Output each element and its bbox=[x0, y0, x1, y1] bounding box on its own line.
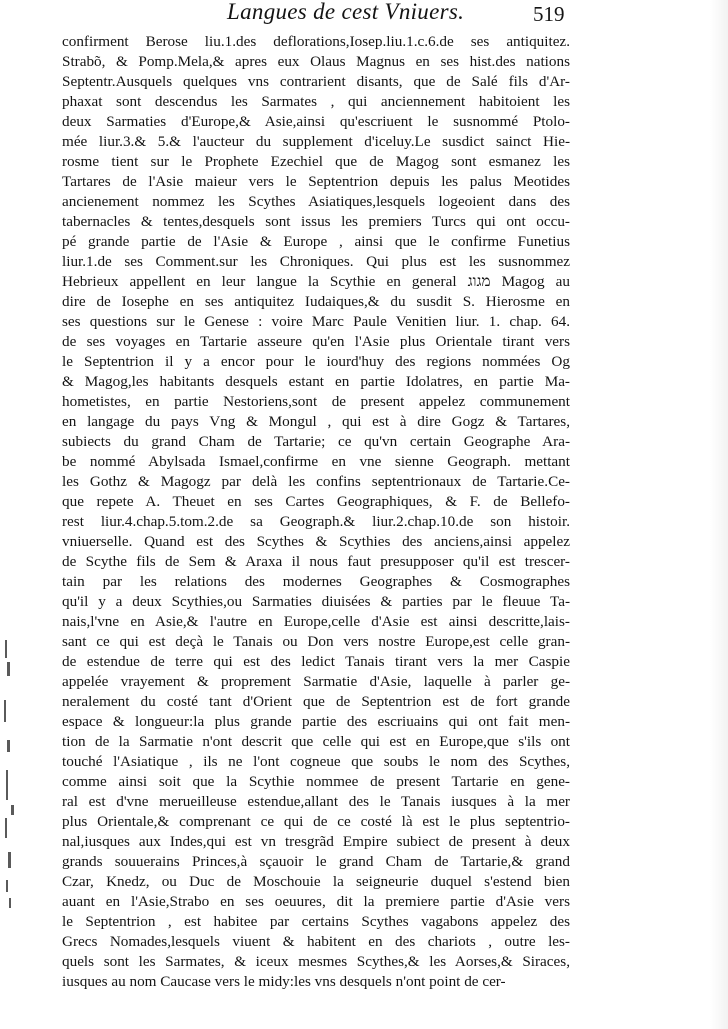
text-line: Czar, Knedz, ou Duc de Moschouie la seigneurie duquel s'estend bien bbox=[62, 873, 570, 890]
text-line: Hebrieux appellent en leur langue la Scythie en general מגוג Magog au bbox=[62, 273, 570, 290]
text-line: que repete A. Theuet en ses Cartes Geographiques, & F. de Bellefo- bbox=[62, 493, 570, 510]
text-line: pé grande partie de l'Asie & Europe , ainsi que le confirme Funetius bbox=[62, 233, 570, 250]
text-line: Septentr.Ausquels quelques vns contrarient disants, que de Salé fils d'Ar- bbox=[62, 73, 570, 90]
text-line: Tartares de l'Asie maieur vers le Septentrion depuis les palus Meotides bbox=[62, 173, 570, 190]
text-line: ral est d'vne merueilleuse estendue,allant des le Tanais iusques à la mer bbox=[62, 793, 570, 810]
text-line: liur.1.de ses Comment.sur les Chroniques. Qui plus est les susnommez bbox=[62, 253, 570, 270]
text-line: en langage du pays Vng & Mongul , qui est à dire Gogz & Tartares, bbox=[62, 413, 570, 430]
text-line: rosme tient sur le Prophete Ezechiel que de Magog sont esmanez les bbox=[62, 153, 570, 170]
running-head: Langues de cest Vniuers. bbox=[227, 0, 465, 24]
text-line: tain par les relations des modernes Geographes & Cosmographes bbox=[62, 573, 570, 590]
text-line: les Gothz & Magogz par delà les confins septentrionaux de Tartarie.Ce- bbox=[62, 473, 570, 490]
text-line: le Septentrion , est habitee par certains Scythes vagabons appelez des bbox=[62, 913, 570, 930]
text-line: dire de Iosephe en ses antiquitez Iudaiques,& du susdit S. Hierosme en bbox=[62, 293, 570, 310]
text-line: plus Orientale,& comprenant ce qui de ce costé là est le plus septentrio- bbox=[62, 813, 570, 830]
text-line: tion de la Sarmatie n'ont descrit que celle qui est en Europe,que s'ils ont bbox=[62, 733, 570, 750]
text-line: qu'il y a deux Scythies,ou Sarmaties diuisées & parties par le fleuue Ta- bbox=[62, 593, 570, 610]
text-line: sant ce qui est deçà le Tanais ou Don vers nostre Europe,est celle gran- bbox=[62, 633, 570, 650]
text-line: appelée vrayement & proprement Sarmatie d'Asie, laquelle à parler ge- bbox=[62, 673, 570, 690]
text-line: ancienement nommez les Scythes Asiatiques,lesquels logeoient dans des bbox=[62, 193, 570, 210]
text-line: hometistes, en partie Nestoriens,sont de present appelez communement bbox=[62, 393, 570, 410]
text-line: deux Sarmaties d'Europe,& Asie,ainsi qu'escriuent le susnommé Ptolo- bbox=[62, 113, 570, 130]
text-line: ses questions sur le Genese : voire Marc Paule Venitien liur. 1. chap. 64. bbox=[62, 313, 570, 330]
text-line: iusques au nom Caucase vers le midy:les vns desquels n'ont point de cer- bbox=[62, 973, 506, 990]
text-line: touché l'Asiatique , ils ne l'ont cogneue que soubs le nom des Scythes, bbox=[62, 753, 570, 770]
text-line: & Magog,les habitants desquels estant en partie Idolatres, en partie Ma- bbox=[62, 373, 570, 390]
text-line: comme ainsi soit que la Scythie nommee de present Tartarie en gene- bbox=[62, 773, 570, 790]
text-line: le Septentrion il y a encor pour le iourd'huy des regions nommées Og bbox=[62, 353, 570, 370]
text-line: de ses voyages en Tartarie asseure qu'en l'Asie plus Orientale tirant vers bbox=[62, 333, 570, 350]
text-line: grands souuerains Princes,à sçauoir le grand Cham de Tartarie,& grand bbox=[62, 853, 570, 870]
text-line: vniuerselle. Quand est des Scythes & Scythies des anciens,ainsi appelez bbox=[62, 533, 570, 550]
text-line: rest liur.4.chap.5.tom.2.de sa Geograph.& liur.2.chap.10.de son histoir. bbox=[62, 513, 570, 530]
text-line: tabernacles & tentes,desquels sont issus les premiers Turcs qui ont occu- bbox=[62, 213, 570, 230]
text-line: auant en l'Asie,Strabo en ses oeuures, dit la premiere partie d'Asie vers bbox=[62, 893, 570, 910]
text-line: nal,iusques aux Indes,qui est vn tresgrãd Empire subiect de present à deux bbox=[62, 833, 570, 850]
text-line: phaxat sont descendus les Sarmates , qui anciennement habitoient les bbox=[62, 93, 570, 110]
page-edge bbox=[710, 0, 728, 1029]
text-line: nais,l'vne en Asie,& l'autre en Europe,celle d'Asie est ainsi descritte,lais- bbox=[62, 613, 570, 630]
text-line: quels sont les Sarmates, & iceux mesmes Scythes,& les Aorses,& Siraces, bbox=[62, 953, 570, 970]
text-line: Grecs Nomades,lesquels viuent & habitent en des chariots , outre les- bbox=[62, 933, 570, 950]
text-line: espace & longueur:la plus grande partie des escriuains qui ont fait men- bbox=[62, 713, 570, 730]
text-line: be nommé Abylsada Ismael,confirme en vne sienne Geograph. mettant bbox=[62, 453, 570, 470]
page-number: 519 bbox=[533, 2, 565, 26]
text-line: mée liur.3.& 5.& l'aucteur du supplement d'iceluy.Le susdict sainct Hie- bbox=[62, 133, 570, 150]
text-line: de estendue de terre qui est des ledict Tanais tirant vers la mer Caspie bbox=[62, 653, 570, 670]
text-line: de Scythe fils de Sem & Araxa il nous faut presupposer qu'il est trescer- bbox=[62, 553, 570, 570]
text-line: subiects du grand Cham de Tartarie; ce qu'vn certain Geographe Ara- bbox=[62, 433, 570, 450]
text-line: Strabõ, & Pomp.Mela,& apres eux Olaus Magnus en ses hist.des nations bbox=[62, 53, 570, 70]
text-line: neralement du costé tant d'Orient que de Septentrion est de fort grande bbox=[62, 693, 570, 710]
text-line: confirment Berose liu.1.des deflorations,Iosep.liu.1.c.6.de ses antiquitez. bbox=[62, 33, 570, 50]
